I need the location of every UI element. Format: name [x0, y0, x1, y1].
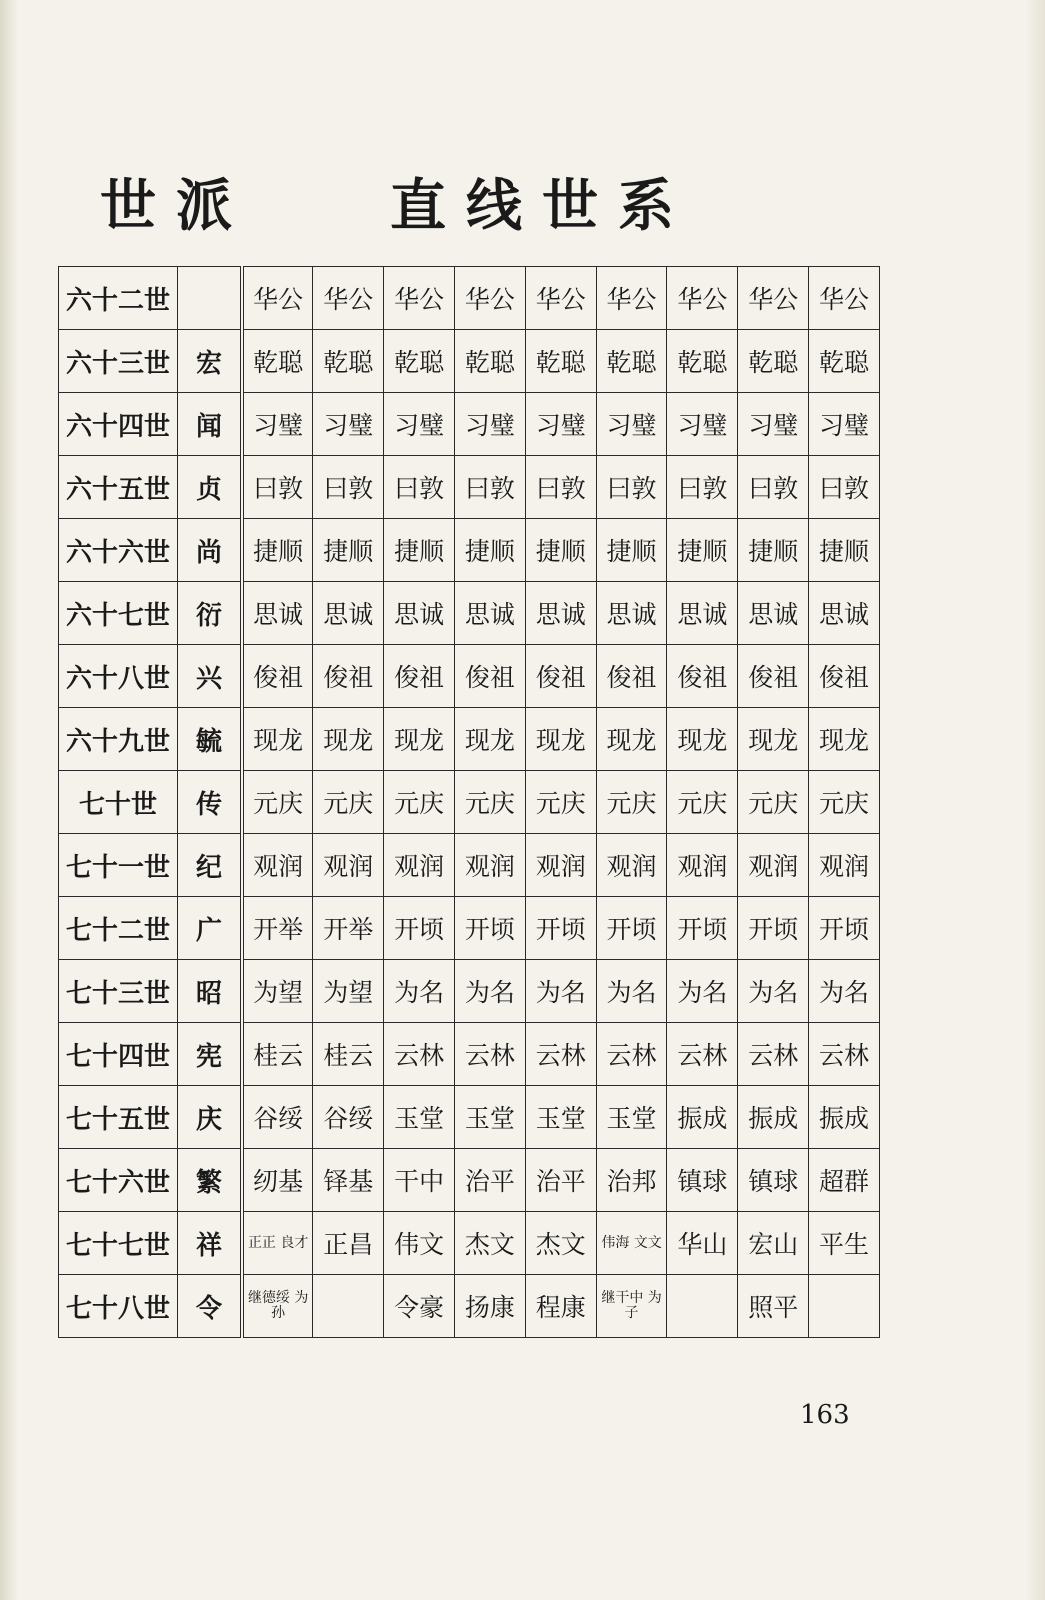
name-cell: 元庆 [313, 771, 384, 834]
page-edge-left [0, 0, 18, 1600]
generation-character-cell: 祥 [178, 1212, 243, 1275]
generation-character-cell: 令 [178, 1275, 243, 1338]
name-cell: 开顷 [454, 897, 525, 960]
generation-cell: 六十四世 [59, 393, 178, 456]
name-cell: 现龙 [809, 708, 880, 771]
name-cell: 乾聪 [525, 330, 596, 393]
generation-cell: 六十二世 [59, 267, 178, 330]
name-cell: 俊祖 [242, 645, 313, 708]
table-row [59, 330, 880, 393]
name-cell: 捷顺 [667, 519, 738, 582]
name-cell: 现龙 [596, 708, 667, 771]
name-cell: 乾聪 [242, 330, 313, 393]
name-cell: 乾聪 [809, 330, 880, 393]
name-cell: 云林 [454, 1023, 525, 1086]
page-number: 163 [800, 1400, 850, 1430]
name-cell: 华公 [384, 267, 455, 330]
name-cell: 镇球 [738, 1149, 809, 1212]
name-cell: 桂云 [313, 1023, 384, 1086]
name-cell: 观润 [525, 834, 596, 897]
name-cell: 思诚 [738, 582, 809, 645]
name-cell: 现龙 [525, 708, 596, 771]
generation-cell: 七十二世 [59, 897, 178, 960]
name-cell: 曰敦 [809, 456, 880, 519]
name-cell: 为名 [384, 960, 455, 1023]
generation-character-cell: 纪 [178, 834, 243, 897]
name-cell: 扬康 [454, 1275, 525, 1338]
name-cell: 继干中 为子 [596, 1275, 667, 1338]
name-cell: 杰文 [525, 1212, 596, 1275]
name-cell: 开顷 [809, 897, 880, 960]
name-cell: 曰敦 [738, 456, 809, 519]
name-cell: 华公 [242, 267, 313, 330]
name-cell: 开顷 [738, 897, 809, 960]
name-cell: 思诚 [525, 582, 596, 645]
name-cell: 为名 [596, 960, 667, 1023]
generation-cell: 七十世 [59, 771, 178, 834]
name-cell: 振成 [667, 1086, 738, 1149]
name-cell: 现龙 [384, 708, 455, 771]
name-cell: 俊祖 [667, 645, 738, 708]
name-cell: 习璧 [809, 393, 880, 456]
name-cell [809, 1275, 880, 1338]
name-cell: 思诚 [454, 582, 525, 645]
table-row [59, 960, 880, 1023]
name-cell: 为望 [242, 960, 313, 1023]
name-cell [313, 1275, 384, 1338]
name-cell: 镇球 [667, 1149, 738, 1212]
name-cell: 治邦 [596, 1149, 667, 1212]
name-cell: 云林 [738, 1023, 809, 1086]
name-cell: 捷顺 [596, 519, 667, 582]
name-cell: 干中 [384, 1149, 455, 1212]
generation-cell: 七十八世 [59, 1275, 178, 1338]
generation-character-cell: 昭 [178, 960, 243, 1023]
name-cell: 现龙 [313, 708, 384, 771]
name-cell: 曰敦 [384, 456, 455, 519]
name-cell: 治平 [454, 1149, 525, 1212]
name-cell: 思诚 [384, 582, 455, 645]
table-row [59, 582, 880, 645]
title-left: 世派 [100, 174, 252, 239]
name-cell: 元庆 [242, 771, 313, 834]
name-cell: 元庆 [454, 771, 525, 834]
name-cell: 治平 [525, 1149, 596, 1212]
name-cell: 习璧 [738, 393, 809, 456]
name-cell: 为名 [525, 960, 596, 1023]
name-cell: 习璧 [454, 393, 525, 456]
name-cell: 玉堂 [384, 1086, 455, 1149]
name-cell: 元庆 [738, 771, 809, 834]
name-cell: 习璧 [596, 393, 667, 456]
name-cell: 桂云 [242, 1023, 313, 1086]
name-cell: 为望 [313, 960, 384, 1023]
name-cell: 云林 [809, 1023, 880, 1086]
name-cell: 思诚 [242, 582, 313, 645]
name-cell: 玉堂 [596, 1086, 667, 1149]
name-cell: 谷绥 [242, 1086, 313, 1149]
table-row [59, 267, 880, 330]
name-cell: 观润 [454, 834, 525, 897]
name-cell: 元庆 [384, 771, 455, 834]
title-right: 直线世系 [390, 174, 694, 239]
name-cell: 华公 [809, 267, 880, 330]
name-cell: 华公 [596, 267, 667, 330]
name-cell: 乾聪 [313, 330, 384, 393]
name-cell: 谷绥 [313, 1086, 384, 1149]
name-cell: 乾聪 [454, 330, 525, 393]
name-cell: 开顷 [667, 897, 738, 960]
table-row [59, 1149, 880, 1212]
name-cell: 乾聪 [667, 330, 738, 393]
name-cell: 振成 [738, 1086, 809, 1149]
table-row [59, 1212, 880, 1275]
name-cell: 铎基 [313, 1149, 384, 1212]
generation-character-cell: 宪 [178, 1023, 243, 1086]
name-cell: 俊祖 [809, 645, 880, 708]
generation-character-cell: 毓 [178, 708, 243, 771]
name-cell: 华公 [313, 267, 384, 330]
name-cell: 云林 [667, 1023, 738, 1086]
name-cell: 继德绥 为孙 [242, 1275, 313, 1338]
generation-cell: 七十七世 [59, 1212, 178, 1275]
name-cell: 曰敦 [667, 456, 738, 519]
name-cell: 为名 [667, 960, 738, 1023]
name-cell: 为名 [454, 960, 525, 1023]
table-row [59, 771, 880, 834]
name-cell: 宏山 [738, 1212, 809, 1275]
name-cell: 玉堂 [454, 1086, 525, 1149]
table-row [59, 897, 880, 960]
generation-character-cell: 广 [178, 897, 243, 960]
table-row [59, 1023, 880, 1086]
generation-cell: 七十三世 [59, 960, 178, 1023]
name-cell: 俊祖 [454, 645, 525, 708]
name-cell: 捷顺 [313, 519, 384, 582]
name-cell: 振成 [809, 1086, 880, 1149]
name-cell: 俊祖 [596, 645, 667, 708]
generation-character-cell: 贞 [178, 456, 243, 519]
name-cell: 捷顺 [454, 519, 525, 582]
name-cell: 曰敦 [242, 456, 313, 519]
name-cell: 乾聪 [738, 330, 809, 393]
name-cell: 习璧 [242, 393, 313, 456]
name-cell: 正正 良才 [242, 1212, 313, 1275]
name-cell: 曰敦 [313, 456, 384, 519]
generation-character-cell: 衍 [178, 582, 243, 645]
generation-character-cell: 兴 [178, 645, 243, 708]
name-cell: 俊祖 [738, 645, 809, 708]
generation-character-cell: 繁 [178, 1149, 243, 1212]
genealogy-table [58, 266, 880, 1338]
name-cell: 超群 [809, 1149, 880, 1212]
name-cell: 俊祖 [525, 645, 596, 708]
name-cell: 元庆 [809, 771, 880, 834]
name-cell: 捷顺 [242, 519, 313, 582]
table-row [59, 393, 880, 456]
name-cell: 俊祖 [313, 645, 384, 708]
name-cell: 乾聪 [384, 330, 455, 393]
generation-cell: 七十一世 [59, 834, 178, 897]
name-cell: 思诚 [667, 582, 738, 645]
name-cell: 捷顺 [525, 519, 596, 582]
name-cell: 杰文 [454, 1212, 525, 1275]
name-cell: 曰敦 [454, 456, 525, 519]
name-cell: 现龙 [454, 708, 525, 771]
generation-character-cell: 尚 [178, 519, 243, 582]
table-row [59, 708, 880, 771]
name-cell: 曰敦 [525, 456, 596, 519]
name-cell: 华公 [525, 267, 596, 330]
name-cell: 照平 [738, 1275, 809, 1338]
name-cell: 元庆 [596, 771, 667, 834]
name-cell: 伟海 文文 [596, 1212, 667, 1275]
table-row [59, 456, 880, 519]
generation-character-cell: 传 [178, 771, 243, 834]
name-cell: 捷顺 [738, 519, 809, 582]
name-cell: 思诚 [313, 582, 384, 645]
name-cell: 为名 [738, 960, 809, 1023]
generation-character-cell: 宏 [178, 330, 243, 393]
name-cell: 开举 [242, 897, 313, 960]
name-cell: 为名 [809, 960, 880, 1023]
name-cell: 元庆 [525, 771, 596, 834]
table-row [59, 1086, 880, 1149]
generation-cell: 六十七世 [59, 582, 178, 645]
name-cell: 开顷 [384, 897, 455, 960]
name-cell: 观润 [313, 834, 384, 897]
name-cell: 平生 [809, 1212, 880, 1275]
name-cell: 云林 [596, 1023, 667, 1086]
name-cell: 纫基 [242, 1149, 313, 1212]
name-cell: 思诚 [596, 582, 667, 645]
name-cell: 正昌 [313, 1212, 384, 1275]
name-cell: 观润 [738, 834, 809, 897]
name-cell: 开顷 [596, 897, 667, 960]
name-cell: 思诚 [809, 582, 880, 645]
name-cell: 习璧 [667, 393, 738, 456]
page-edge-right [1025, 0, 1045, 1600]
name-cell: 乾聪 [596, 330, 667, 393]
name-cell: 玉堂 [525, 1086, 596, 1149]
name-cell: 云林 [384, 1023, 455, 1086]
name-cell: 云林 [525, 1023, 596, 1086]
table-row [59, 519, 880, 582]
name-cell: 华公 [667, 267, 738, 330]
name-cell: 捷顺 [384, 519, 455, 582]
generation-character-cell: 闻 [178, 393, 243, 456]
generation-character-cell [178, 267, 243, 330]
name-cell: 观润 [242, 834, 313, 897]
generation-cell: 六十三世 [59, 330, 178, 393]
name-cell: 习璧 [384, 393, 455, 456]
page-title [100, 172, 740, 242]
name-cell: 观润 [596, 834, 667, 897]
name-cell: 程康 [525, 1275, 596, 1338]
generation-character-cell: 庆 [178, 1086, 243, 1149]
generation-cell: 六十九世 [59, 708, 178, 771]
name-cell: 现龙 [667, 708, 738, 771]
name-cell: 习璧 [313, 393, 384, 456]
name-cell: 捷顺 [809, 519, 880, 582]
name-cell: 观润 [384, 834, 455, 897]
table-row [59, 1275, 880, 1338]
table-row [59, 834, 880, 897]
name-cell: 观润 [667, 834, 738, 897]
name-cell: 观润 [809, 834, 880, 897]
name-cell: 华公 [738, 267, 809, 330]
name-cell: 俊祖 [384, 645, 455, 708]
generation-cell: 七十五世 [59, 1086, 178, 1149]
generation-cell: 六十五世 [59, 456, 178, 519]
name-cell: 开举 [313, 897, 384, 960]
name-cell: 伟文 [384, 1212, 455, 1275]
name-cell [667, 1275, 738, 1338]
table-row [59, 645, 880, 708]
name-cell: 开顷 [525, 897, 596, 960]
generation-cell: 六十六世 [59, 519, 178, 582]
name-cell: 现龙 [242, 708, 313, 771]
genealogy-table-body [59, 267, 880, 1338]
name-cell: 令豪 [384, 1275, 455, 1338]
name-cell: 现龙 [738, 708, 809, 771]
name-cell: 元庆 [667, 771, 738, 834]
generation-cell: 七十四世 [59, 1023, 178, 1086]
generation-cell: 七十六世 [59, 1149, 178, 1212]
generation-cell: 六十八世 [59, 645, 178, 708]
name-cell: 曰敦 [596, 456, 667, 519]
name-cell: 华公 [454, 267, 525, 330]
name-cell: 习璧 [525, 393, 596, 456]
name-cell: 华山 [667, 1212, 738, 1275]
